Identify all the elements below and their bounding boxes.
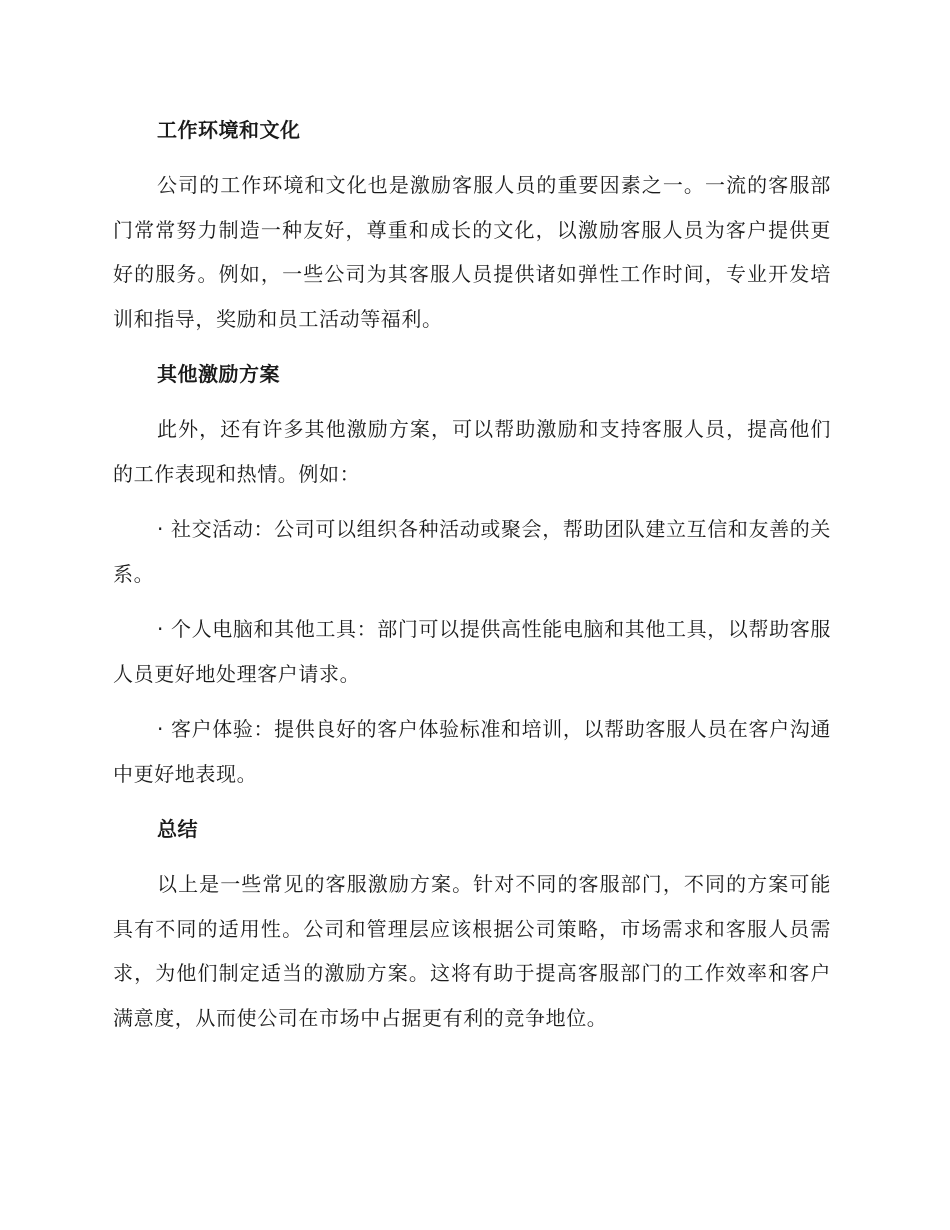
- bullet-item-customer-experience: · 客户体验：提供良好的客户体验标准和培训，以帮助客服人员在客户沟通中更好地表现。: [113, 717, 831, 786]
- bullet-item-social-activities: · 社交活动：公司可以组织各种活动或聚会，帮助团队建立互信和友善的关系。: [113, 517, 831, 586]
- document-page: [113, 108, 831, 1051]
- section-heading-other-incentives: 其他激励方案: [157, 362, 280, 386]
- bullet-item-computers-tools: · 个人电脑和其他工具：部门可以提供高性能电脑和其他工具，以帮助客服人员更好地处理客户请求。: [113, 617, 831, 686]
- paragraph-summary: 以上是一些常见的客服激励方案。针对不同的客服部门，不同的方案可能具有不同的适用性。公司和管理层应该根据公司策略，市场需求和客服人员需求，为他们制定适当的激励方案。这将有助于提高客服部门的工作效率和客户满意度，从而使公司在市场中占据更有利的竞争地位。: [113, 872, 831, 1030]
- paragraph-work-environment: 公司的工作环境和文化也是激励客服人员的重要因素之一。一流的客服部门常常努力制造一种友好，尊重和成长的文化，以激励客服人员为客户提供更好的服务。例如，一些公司为其客服人员提供诸如弹性工作时间，专业开发培训和指导，奖励和员工活动等福利。: [113, 173, 831, 331]
- section-heading-work-environment: 工作环境和文化: [157, 118, 301, 142]
- section-heading-summary: 总结: [157, 817, 198, 841]
- paragraph-other-incentives-intro: 此外，还有许多其他激励方案，可以帮助激励和支持客服人员，提高他们的工作表现和热情。例如：: [113, 417, 831, 486]
